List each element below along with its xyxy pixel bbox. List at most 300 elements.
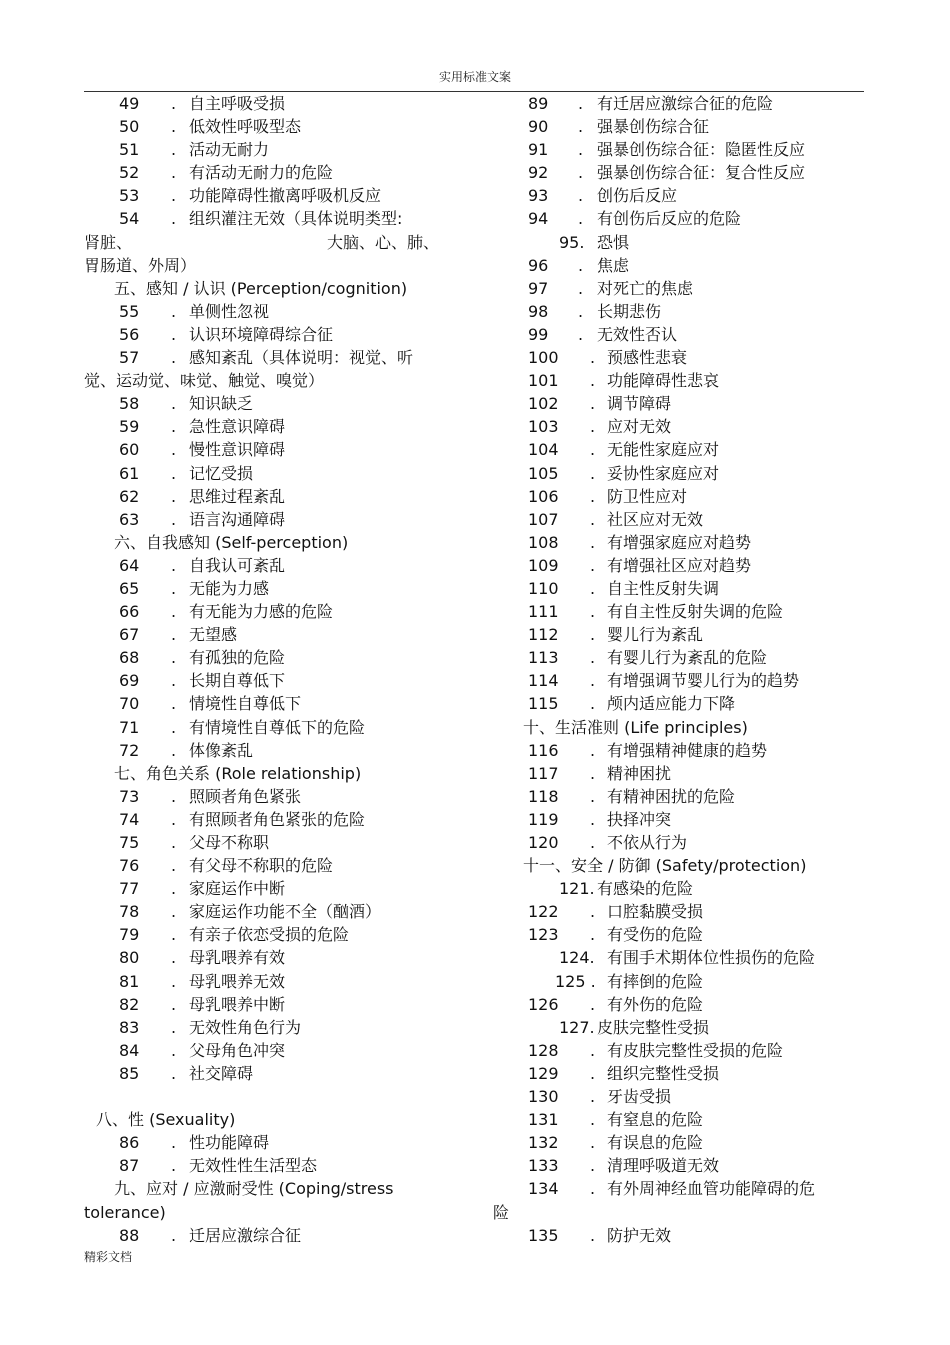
- list-item: [493, 231, 873, 254]
- item-dot: .: [590, 440, 596, 460]
- item-dot: .: [171, 186, 177, 206]
- item-text: 情境性自尊低下: [189, 694, 302, 714]
- list-item: [84, 115, 454, 138]
- list-item: [493, 993, 873, 1016]
- list-item: [84, 207, 454, 230]
- item-dot: .: [171, 486, 177, 506]
- item-number: 126: [528, 994, 559, 1014]
- item-dot: .: [578, 278, 584, 298]
- item-text: 有皮肤完整性受损的危险: [607, 1040, 784, 1060]
- list-item: [493, 1224, 873, 1247]
- item-dot: .: [590, 371, 596, 391]
- item-text: 组织灌注无效（具体说明类型:: [189, 209, 403, 229]
- list-item: [84, 1039, 454, 1062]
- item-dot: .: [590, 763, 596, 783]
- item-dot: .: [590, 486, 596, 506]
- list-item: [493, 970, 873, 993]
- item-text: 预感性悲衰: [607, 348, 688, 368]
- item-number: 116: [528, 740, 559, 760]
- item-dot: .: [171, 117, 177, 137]
- list-item: [84, 138, 454, 161]
- item-text: 父母不称职: [189, 833, 270, 852]
- list-item: [493, 508, 873, 531]
- item-text: 有感染的危险: [597, 879, 694, 899]
- item-text: 颅内适应能力下降: [607, 694, 736, 714]
- item-number: 113: [528, 648, 559, 668]
- item-dot: .: [590, 809, 596, 829]
- list-item: [84, 1201, 454, 1224]
- item-text: 对死亡的焦虑: [597, 278, 694, 298]
- item-number: 134: [528, 1179, 559, 1199]
- item-dot: .: [590, 555, 596, 575]
- list-item: [84, 92, 454, 115]
- list-item: [493, 739, 873, 762]
- item-number: 98: [528, 301, 549, 321]
- item-text: 有迁居应激综合征的危险: [597, 94, 774, 113]
- item-text: 强暴创伤综合征：复合性反应: [597, 163, 806, 183]
- item-number: 120: [528, 833, 559, 852]
- list-item: [493, 207, 873, 230]
- item-number: 129: [528, 1063, 559, 1083]
- list-item: [493, 923, 873, 946]
- section-heading: 五、感知 / 认识 (Perception/cognition): [114, 278, 408, 298]
- item-text: 母乳喂养无效: [189, 971, 286, 991]
- item-text: 抉择冲突: [607, 809, 672, 829]
- item-text: 防护无效: [607, 1225, 672, 1245]
- item-text: 母乳喂养有效: [189, 948, 286, 968]
- item-number: 52: [119, 163, 140, 183]
- list-item: [84, 623, 454, 646]
- item-dot: .: [590, 1087, 596, 1107]
- list-item: [493, 254, 873, 277]
- item-number: 66: [119, 602, 140, 622]
- item-dot: .: [171, 1156, 177, 1176]
- item-number: 92: [528, 163, 549, 183]
- item-number: 106: [528, 486, 559, 506]
- item-number: 56: [119, 324, 140, 344]
- item-number: 109: [528, 555, 559, 575]
- item-number: 130: [528, 1087, 559, 1107]
- item-number: 117: [528, 763, 559, 783]
- list-item: [493, 623, 873, 646]
- item-dot: .: [590, 463, 596, 483]
- item-text: 有围手术期体位性损伤的危险: [607, 948, 816, 968]
- item-dot: .: [171, 348, 177, 368]
- item-dot: .: [590, 740, 596, 760]
- item-number: 84: [119, 1040, 140, 1060]
- item-number: 53: [119, 186, 140, 206]
- list-item: [493, 369, 873, 392]
- item-dot: .: [578, 301, 584, 321]
- item-text: 自主性反射失调: [607, 578, 720, 598]
- item-dot: .: [171, 1040, 177, 1060]
- page-header: 实用标准文案: [438, 70, 511, 84]
- item-number: 68: [119, 648, 140, 668]
- item-text: 有照顾者角色紧张的危险: [189, 809, 366, 829]
- list-item: [493, 1154, 873, 1177]
- item-text: 体像紊乱: [189, 740, 254, 760]
- section-heading: 六、自我感知 (Self-perception): [114, 532, 349, 552]
- item-dot: .: [590, 625, 596, 645]
- list-item: [84, 300, 454, 323]
- item-number: 104: [528, 440, 559, 460]
- continuation-text: 大脑、心、肺、: [327, 232, 440, 252]
- list-item: [493, 531, 873, 554]
- item-number: 112: [528, 625, 559, 645]
- list-item: [493, 646, 873, 669]
- item-number: 75: [119, 833, 140, 852]
- item-number: 111: [528, 602, 559, 622]
- list-item: [84, 716, 454, 739]
- item-number: 77: [119, 879, 140, 899]
- list-item: [493, 323, 873, 346]
- list-item: [493, 577, 873, 600]
- item-dot: .: [171, 786, 177, 806]
- list-item: [84, 346, 454, 369]
- item-text: 有婴儿行为紊乱的危险: [607, 648, 768, 668]
- list-item: [84, 831, 454, 854]
- item-dot: .: [171, 1063, 177, 1083]
- item-dot: .: [171, 1225, 177, 1245]
- list-item: [84, 785, 454, 808]
- item-dot: .: [171, 948, 177, 968]
- item-number: 81: [119, 971, 140, 991]
- item-dot: .: [578, 94, 584, 113]
- item-text: 创伤后反应: [597, 186, 678, 206]
- item-text: 有情境性自尊低下的危险: [189, 717, 366, 737]
- item-number: 105: [528, 463, 559, 483]
- item-text: 有外伤的危险: [607, 994, 704, 1014]
- section-heading: 七、角色关系 (Role relationship): [114, 763, 362, 783]
- list-item: [84, 739, 454, 762]
- item-dot: .: [590, 1063, 596, 1083]
- item-number: 88: [119, 1225, 140, 1245]
- item-dot: .: [171, 671, 177, 691]
- item-dot: .: [590, 509, 596, 529]
- item-dot: .: [171, 856, 177, 876]
- item-number: 124.: [559, 948, 595, 968]
- list-item: [493, 1085, 873, 1108]
- list-item: [84, 415, 454, 438]
- item-text: 有摔倒的危险: [607, 971, 704, 991]
- list-item: [84, 1224, 454, 1247]
- item-number: 61: [119, 463, 140, 483]
- item-text: 调节障碍: [607, 394, 672, 414]
- item-dot: .: [171, 879, 177, 899]
- list-item: [84, 970, 454, 993]
- item-dot: .: [171, 925, 177, 945]
- item-dot: .: [171, 463, 177, 483]
- item-number: 85: [119, 1063, 140, 1083]
- item-number: 79: [119, 925, 140, 945]
- item-text: 自我认可紊乱: [189, 555, 286, 575]
- item-dot: .: [590, 833, 596, 852]
- item-number: 87: [119, 1156, 140, 1176]
- item-text: 有创伤后反应的危险: [597, 209, 742, 229]
- list-item: [84, 508, 454, 531]
- list-item: [493, 669, 873, 692]
- list-item: [84, 554, 454, 577]
- item-number: 51: [119, 140, 140, 160]
- item-text: 单侧性忽视: [189, 301, 270, 321]
- item-text: 口腔黏膜受损: [607, 902, 704, 922]
- list-item: [84, 323, 454, 346]
- item-dot: .: [578, 186, 584, 206]
- item-dot: .: [590, 532, 596, 552]
- item-number: 58: [119, 394, 140, 414]
- item-text: 有误息的危险: [607, 1133, 704, 1153]
- item-number: 60: [119, 440, 140, 460]
- item-dot: .: [590, 394, 596, 414]
- item-number: 93: [528, 186, 549, 206]
- item-dot: .: [171, 625, 177, 645]
- list-item: [493, 438, 873, 461]
- item-number: 90: [528, 117, 549, 137]
- item-number: 95.: [559, 232, 585, 252]
- item-text: 有受伤的危险: [607, 925, 704, 945]
- list-item: [493, 300, 873, 323]
- list-item: [493, 462, 873, 485]
- item-text: 有增强精神健康的趋势: [607, 740, 768, 760]
- item-number: 135: [528, 1225, 559, 1245]
- item-text: 精神困扰: [607, 763, 672, 783]
- list-item: [493, 184, 873, 207]
- item-text: 长期自尊低下: [189, 671, 286, 691]
- item-text: 组织完整性受损: [607, 1063, 720, 1083]
- item-text: 低效性呼吸型态: [189, 117, 302, 137]
- item-dot: .: [171, 394, 177, 414]
- item-text: 记忆受损: [189, 463, 254, 483]
- item-number: 103: [528, 417, 559, 437]
- item-number: 89: [528, 94, 549, 113]
- item-dot: .: [590, 1110, 596, 1130]
- item-number: 71: [119, 717, 140, 737]
- item-number: 128: [528, 1040, 559, 1060]
- item-dot: .: [171, 163, 177, 183]
- item-text: 认识环境障碍综合征: [189, 324, 334, 344]
- item-text: 有孤独的危险: [189, 648, 286, 668]
- item-dot: .: [171, 440, 177, 460]
- item-dot: .: [578, 209, 584, 229]
- list-item: [84, 184, 454, 207]
- item-number: 78: [119, 902, 140, 922]
- item-text: 社区应对无效: [607, 509, 704, 529]
- item-number: 102: [528, 394, 559, 414]
- item-dot: .: [590, 348, 596, 368]
- item-number: 96: [528, 255, 549, 275]
- item-text: 功能障碍性悲哀: [607, 371, 720, 391]
- list-item: [84, 485, 454, 508]
- item-text: 慢性意识障碍: [189, 440, 286, 460]
- item-number: 55: [119, 301, 140, 321]
- item-text: 强暴创伤综合征：隐匿性反应: [597, 140, 806, 160]
- list-item: [493, 1108, 873, 1131]
- list-item: [84, 993, 454, 1016]
- item-text: 应对无效: [607, 417, 672, 437]
- item-text: 牙齿受损: [607, 1087, 672, 1107]
- item-dot: .: [171, 1017, 177, 1037]
- item-text: 清理呼吸道无效: [607, 1156, 720, 1176]
- continuation-text: 肾脏、: [84, 232, 133, 252]
- item-text: 知识缺乏: [189, 394, 254, 414]
- item-dot: .: [590, 925, 596, 945]
- list-item: [493, 138, 873, 161]
- item-text: 自主呼吸受损: [189, 94, 286, 113]
- page-footer: 精彩文档: [84, 1250, 133, 1264]
- item-number: 80: [119, 948, 140, 968]
- section-heading-line: [84, 531, 454, 554]
- item-number: 74: [119, 809, 140, 829]
- item-text: 有自主性反射失调的危险: [607, 602, 784, 622]
- item-text: 防卫性应对: [607, 486, 688, 506]
- list-item: [493, 1039, 873, 1062]
- item-text: 迁居应激综合征: [189, 1225, 302, 1245]
- list-item: [84, 600, 454, 623]
- item-number: 59: [119, 417, 140, 437]
- item-number: 82: [119, 994, 140, 1014]
- item-number: 54: [119, 209, 140, 229]
- item-text: 语言沟通障碍: [189, 509, 286, 529]
- item-number: 110: [528, 578, 559, 598]
- item-text: 长期悲伤: [597, 301, 662, 321]
- item-dot: .: [590, 694, 596, 714]
- item-dot: .: [171, 1133, 177, 1153]
- section-heading-line: [84, 277, 454, 300]
- item-text: 社交障碍: [189, 1063, 254, 1083]
- item-number: 123: [528, 925, 559, 945]
- item-dot: .: [578, 140, 584, 160]
- item-dot: .: [171, 578, 177, 598]
- continuation-text: 胃肠道、外周）: [84, 255, 197, 275]
- item-text: 有增强家庭应对趋势: [607, 532, 752, 552]
- item-dot: .: [171, 94, 177, 113]
- item-number: 121.: [559, 879, 595, 899]
- item-dot: .: [590, 902, 596, 922]
- list-item: [84, 1154, 454, 1177]
- item-dot: .: [590, 994, 596, 1014]
- blank-line: [84, 1085, 454, 1108]
- item-text: 有无能为力感的危险: [189, 602, 334, 622]
- list-item: [493, 831, 873, 854]
- item-text: 有活动无耐力的危险: [189, 163, 334, 183]
- list-item: [493, 1062, 873, 1085]
- list-item: [493, 346, 873, 369]
- list-item: [84, 161, 454, 184]
- item-number: 49: [119, 94, 140, 113]
- item-text: 无效性性生活型态: [189, 1156, 318, 1176]
- item-number: 76: [119, 856, 140, 876]
- item-dot: .: [578, 117, 584, 137]
- list-item: [493, 946, 873, 969]
- item-dot: .: [171, 417, 177, 437]
- item-text: 活动无耐力: [189, 140, 270, 160]
- list-item: [84, 946, 454, 969]
- item-text: 无望感: [189, 625, 238, 645]
- item-dot: .: [590, 671, 596, 691]
- item-number: 119: [528, 809, 559, 829]
- item-number: 114: [528, 671, 559, 691]
- item-number: 63: [119, 509, 140, 529]
- item-text: 强暴创伤综合征: [597, 117, 710, 137]
- item-number: 86: [119, 1133, 140, 1153]
- item-number: 125 .: [555, 971, 596, 991]
- item-dot: .: [171, 694, 177, 714]
- item-dot: .: [590, 578, 596, 598]
- section-heading: 十、生活准则 (Life principles): [523, 717, 748, 737]
- section-heading-line: [84, 1108, 454, 1131]
- item-text: 急性意识障碍: [189, 417, 286, 437]
- item-number: 115: [528, 694, 559, 714]
- item-dot: .: [171, 717, 177, 737]
- item-number: 131: [528, 1110, 559, 1130]
- item-text: 感知紊乱（具体说明：视觉、听: [189, 348, 414, 368]
- list-item: [84, 877, 454, 900]
- item-text: 无效性否认: [597, 324, 678, 344]
- item-text: 婴儿行为紊乱: [607, 625, 704, 645]
- item-number: 83: [119, 1017, 140, 1037]
- list-item: [493, 808, 873, 831]
- item-dot: .: [578, 255, 584, 275]
- item-text: 有增强调节婴儿行为的趋势: [607, 671, 800, 691]
- list-item: [493, 115, 873, 138]
- item-dot: .: [590, 1179, 596, 1199]
- item-number: 132: [528, 1133, 559, 1153]
- section-heading: 九、应对 / 应激耐受性 (Coping/stress: [114, 1179, 394, 1199]
- list-item: [84, 462, 454, 485]
- section-heading-line: [84, 1177, 454, 1200]
- list-item: [84, 392, 454, 415]
- item-dot: .: [171, 971, 177, 991]
- item-text: 照顾者角色紧张: [189, 786, 302, 806]
- item-number: 91: [528, 140, 549, 160]
- list-item: [84, 438, 454, 461]
- item-text: 父母角色冲突: [189, 1040, 286, 1060]
- item-text: 思维过程紊乱: [189, 486, 286, 506]
- item-dot: .: [590, 786, 596, 806]
- item-dot: .: [171, 648, 177, 668]
- item-text: 有亲子依恋受损的危险: [189, 925, 350, 945]
- item-text: 性功能障碍: [189, 1133, 270, 1153]
- item-dot: .: [590, 1133, 596, 1153]
- list-item: [493, 900, 873, 923]
- item-text: 焦虑: [597, 255, 630, 275]
- item-text: 无能为力感: [189, 578, 270, 598]
- list-item: [84, 692, 454, 715]
- item-text: 不依从行为: [607, 833, 688, 852]
- continuation-text: 觉、运动觉、味觉、触觉、嗅觉）: [84, 371, 325, 391]
- item-number: 62: [119, 486, 140, 506]
- item-text: 家庭运作中断: [189, 879, 286, 899]
- list-item: [84, 1016, 454, 1039]
- list-item: [84, 254, 454, 277]
- item-number: 70: [119, 694, 140, 714]
- item-text: 无能性家庭应对: [607, 440, 720, 460]
- item-text: 有精神困扰的危险: [607, 786, 736, 806]
- item-dot: .: [578, 163, 584, 183]
- item-number: 64: [119, 555, 140, 575]
- item-text: 有窒息的危险: [607, 1110, 704, 1130]
- section-heading-line: [493, 854, 873, 877]
- list-item: [493, 762, 873, 785]
- list-item: [493, 600, 873, 623]
- list-item: [493, 392, 873, 415]
- list-item: [84, 1062, 454, 1085]
- item-dot: .: [590, 1225, 596, 1245]
- item-dot: .: [578, 324, 584, 344]
- list-item: [493, 1016, 873, 1039]
- item-number: 73: [119, 786, 140, 806]
- item-number: 65: [119, 578, 140, 598]
